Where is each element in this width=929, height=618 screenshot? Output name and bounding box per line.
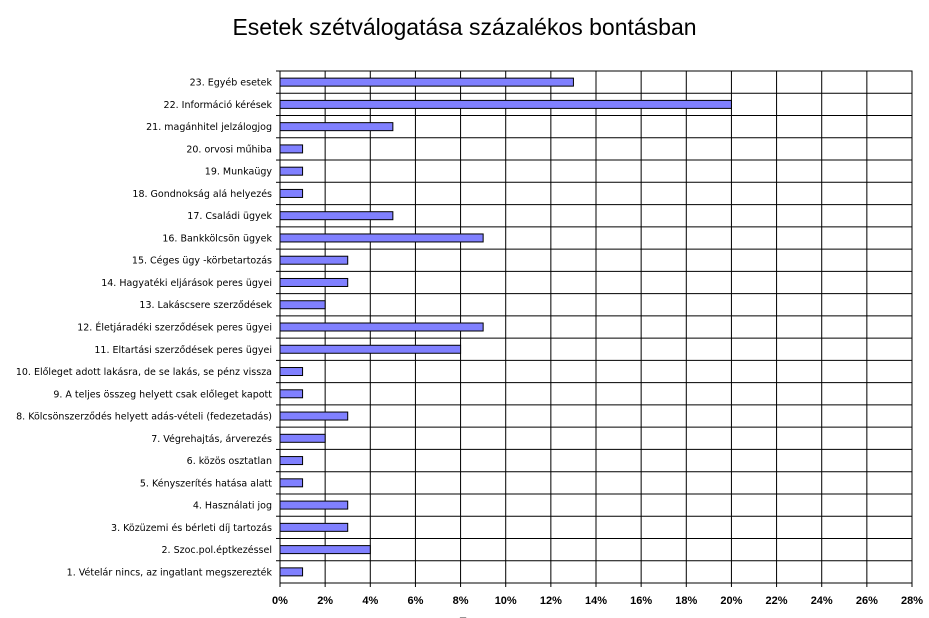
bar (280, 368, 303, 376)
x-tick-label: 16% (630, 595, 653, 607)
bar (280, 434, 325, 442)
x-tick-label: 10% (494, 595, 517, 607)
category-label: 12. Életjáradéki szerződések peres ügyei (77, 322, 272, 334)
category-label: 16. Bankkölcsön ügyek (162, 233, 272, 245)
category-label: 20. orvosi műhiba (186, 144, 272, 156)
x-tick-label: 22% (765, 595, 788, 607)
bar (280, 412, 348, 420)
category-label: 3. Közüzemi és bérleti díj tartozás (111, 522, 272, 534)
category-label: 17. Családi ügyek (187, 211, 272, 223)
category-label: 19. Munkaügy (204, 166, 272, 178)
bar (280, 100, 731, 108)
bar (280, 323, 483, 331)
bar (280, 78, 573, 86)
x-tick-label: 20% (720, 595, 743, 607)
category-label: 22. Információ kérések (163, 99, 272, 111)
category-label: 11. Eltartási szerződések peres ügyei (94, 344, 272, 356)
x-axis-ticks (272, 583, 923, 607)
category-label: 18. Gondnokság alá helyezés (132, 188, 272, 200)
bar (280, 145, 303, 153)
category-label: 2. Szoc.pol.éptkezéssel (161, 545, 272, 557)
category-label: 6. közös osztatlan (186, 456, 272, 468)
bar (280, 278, 348, 286)
category-label: 10. Előleget adott lakásra, de se lakás, se pénz vissza (15, 367, 272, 379)
bar (280, 345, 461, 353)
x-tick-label: 12% (539, 595, 562, 607)
chart-title: Esetek szétválogatása százalékos bontásban (232, 14, 697, 40)
x-tick-label: 26% (855, 595, 878, 607)
x-axis-label: _ (459, 607, 467, 618)
bar (280, 212, 393, 220)
x-tick-label: 18% (675, 595, 698, 607)
x-tick-label: 2% (317, 595, 334, 607)
category-label: 1. Vételár nincs, az ingatlant megszerezték (66, 567, 272, 579)
x-tick-label: 0% (272, 595, 288, 607)
category-label: 8. Kölcsönszerződés helyett adás-vételi (fedezetadás) (16, 411, 272, 423)
category-label: 5. Kényszerítés hatása alatt (139, 478, 272, 490)
bar (280, 256, 348, 264)
bar (280, 568, 303, 576)
category-label: 13. Lakáscsere szerződések (139, 300, 272, 312)
bar (280, 390, 303, 398)
x-tick-label: 6% (407, 595, 424, 607)
bar (280, 189, 303, 197)
category-label: 14. Hagyatéki eljárások peres ügyei (101, 277, 272, 289)
bar (280, 167, 303, 175)
category-label: 15. Céges ügy -körbetartozás (131, 255, 272, 267)
category-label: 4. Használati jog (192, 500, 272, 512)
category-label: 7. Végrehajtás, árverezés (151, 433, 272, 445)
x-tick-label: 8% (452, 595, 469, 607)
bar (280, 546, 370, 554)
category-label: 21. magánhitel jelzálogjog (146, 122, 272, 134)
category-label: 23. Egyéb esetek (189, 77, 272, 89)
bar (280, 479, 303, 487)
bar (280, 501, 348, 509)
category-label: 9. A teljes összeg helyett csak előleget kapott (53, 389, 272, 401)
bar (280, 123, 393, 131)
x-tick-label: 14% (584, 595, 608, 607)
x-tick-label: 24% (810, 595, 833, 607)
bar (280, 234, 483, 242)
bar (280, 457, 303, 465)
bar (280, 523, 348, 531)
x-tick-label: 28% (900, 595, 924, 607)
x-tick-label: 4% (362, 595, 379, 607)
category-labels (16, 71, 280, 578)
bar (280, 301, 325, 309)
